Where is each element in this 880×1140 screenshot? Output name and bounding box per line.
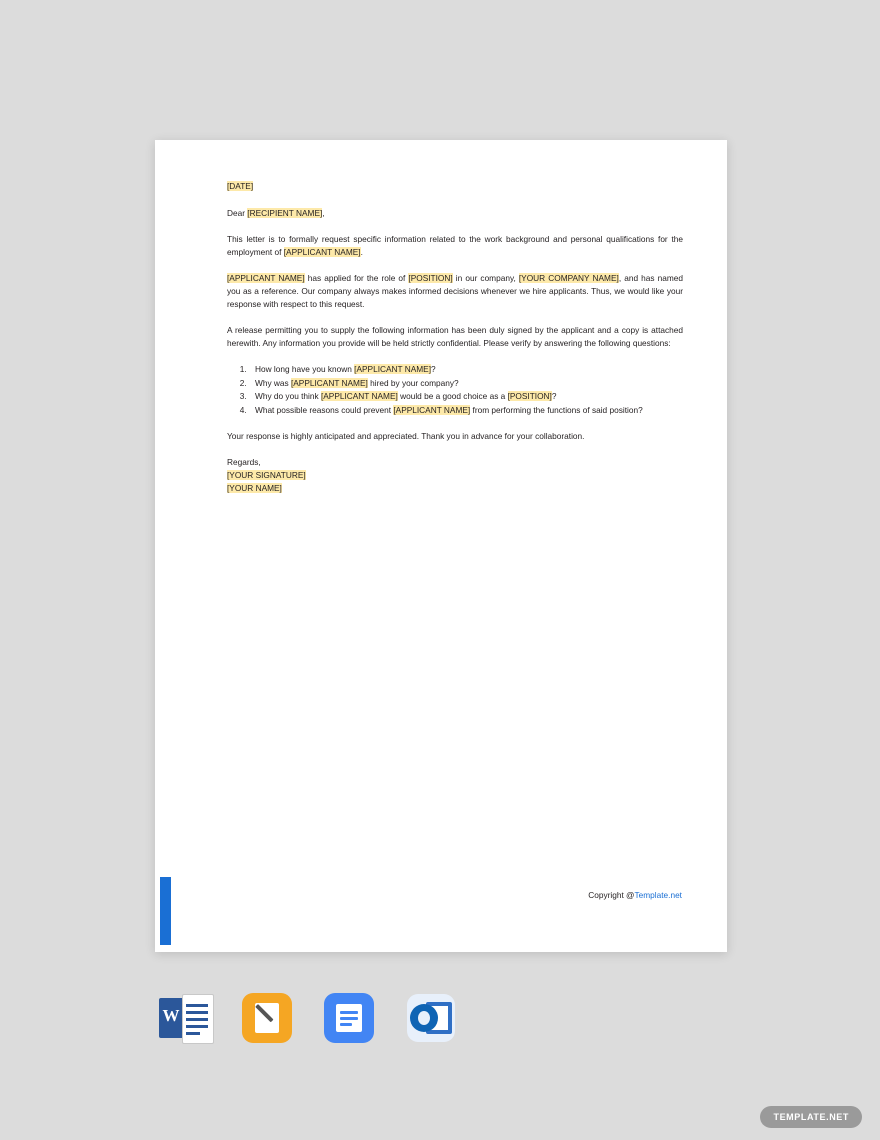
paragraph-1 [227, 233, 683, 259]
microsoft-outlook-icon[interactable] [404, 990, 460, 1046]
question-text-before: Why was [255, 377, 291, 388]
copyright-notice [588, 890, 682, 900]
applicant-name-placeholder: [APPLICANT NAME] [320, 391, 398, 401]
question-text-before: How long have you known [255, 364, 355, 374]
word-line-2 [186, 1011, 208, 1014]
app-icon-row [155, 988, 488, 1048]
paragraph-2 [227, 272, 683, 311]
paragraph-2-text-c: , and has named you as a reference. Our company always makes informed decisions whenever we hire applicants. Thus, we would like your response with respect to this request. [227, 273, 683, 309]
paragraph-1-text-a: This letter is to formally request specific information related to the work background and personal qualifications for the employment of [227, 234, 683, 257]
question-text-after: hired by your company? [367, 377, 459, 388]
list-item [249, 377, 683, 390]
question-text-after: from performing the functions of said position? [470, 404, 643, 415]
copyright-prefix: Copyright @ [588, 890, 635, 900]
sender-name-line [227, 482, 683, 495]
questions-list [227, 363, 683, 417]
applicant-name-placeholder: [APPLICANT NAME] [283, 247, 361, 257]
position-placeholder: [POSITION] [408, 273, 453, 283]
date-placeholder: [DATE] [227, 181, 254, 191]
question-text-after: would be a good choice as a [397, 391, 508, 401]
list-item [249, 390, 683, 403]
signature-line [227, 469, 683, 482]
paragraph-2-text-b: in our company, [452, 273, 519, 283]
footer-accent-bar [160, 877, 171, 945]
your-name-placeholder: [YOUR NAME] [227, 482, 282, 493]
word-letter: W [162, 1006, 180, 1025]
closing-paragraph: Your response is highly anticipated and appreciated. Thank you in advance for your collaboration. [227, 430, 585, 441]
gdocs-line-3 [340, 1023, 352, 1026]
document-body [227, 180, 683, 495]
salutation-line [227, 207, 683, 220]
date-line [227, 180, 683, 193]
watermark-badge: TEMPLATE.NET [760, 1106, 862, 1128]
list-item [249, 404, 683, 417]
gdocs-line-1 [340, 1011, 358, 1014]
regards-line: Regards, [227, 456, 261, 467]
gdocs-line-2 [340, 1017, 358, 1020]
microsoft-word-icon[interactable] [158, 990, 214, 1046]
list-item [249, 363, 683, 376]
applicant-name-placeholder: [APPLICANT NAME] [227, 273, 305, 283]
signature-placeholder: [YOUR SIGNATURE] [227, 469, 306, 480]
paragraph-3: A release permitting you to supply the following information has been duly signed by the applicant and a copy is attached herewith. Any information you provide will be held strictly confidential. Please verify by answering the following questions: [227, 325, 683, 348]
document-page [155, 140, 727, 952]
applicant-name-placeholder: [APPLICANT NAME] [393, 404, 471, 415]
question-text-after-2: ? [551, 391, 557, 401]
outlook-o-ring-inner [418, 1011, 430, 1025]
question-text-before: What possible reasons could prevent [255, 404, 394, 415]
google-docs-icon[interactable] [322, 990, 378, 1046]
company-name-placeholder: [YOUR COMPANY NAME] [518, 273, 619, 283]
position-placeholder: [POSITION] [507, 391, 552, 401]
applicant-name-placeholder: [APPLICANT NAME] [290, 377, 368, 388]
template-net-link[interactable]: Template.net [634, 890, 682, 900]
word-line-4 [186, 1025, 208, 1028]
word-line-5 [186, 1032, 200, 1035]
apple-pages-icon[interactable] [240, 990, 296, 1046]
question-text-before: Why do you think [255, 391, 321, 401]
paragraph-2-text-a: has applied for the role of [304, 273, 409, 283]
salutation-prefix: Dear [227, 208, 248, 218]
salutation-suffix: , [322, 208, 325, 218]
applicant-name-placeholder: [APPLICANT NAME] [354, 364, 432, 374]
question-text-after: ? [431, 364, 436, 374]
word-line-1 [186, 1004, 208, 1007]
recipient-placeholder: [RECIPIENT NAME] [247, 208, 323, 218]
paragraph-1-text-b: . [360, 247, 363, 257]
word-line-3 [186, 1018, 208, 1021]
